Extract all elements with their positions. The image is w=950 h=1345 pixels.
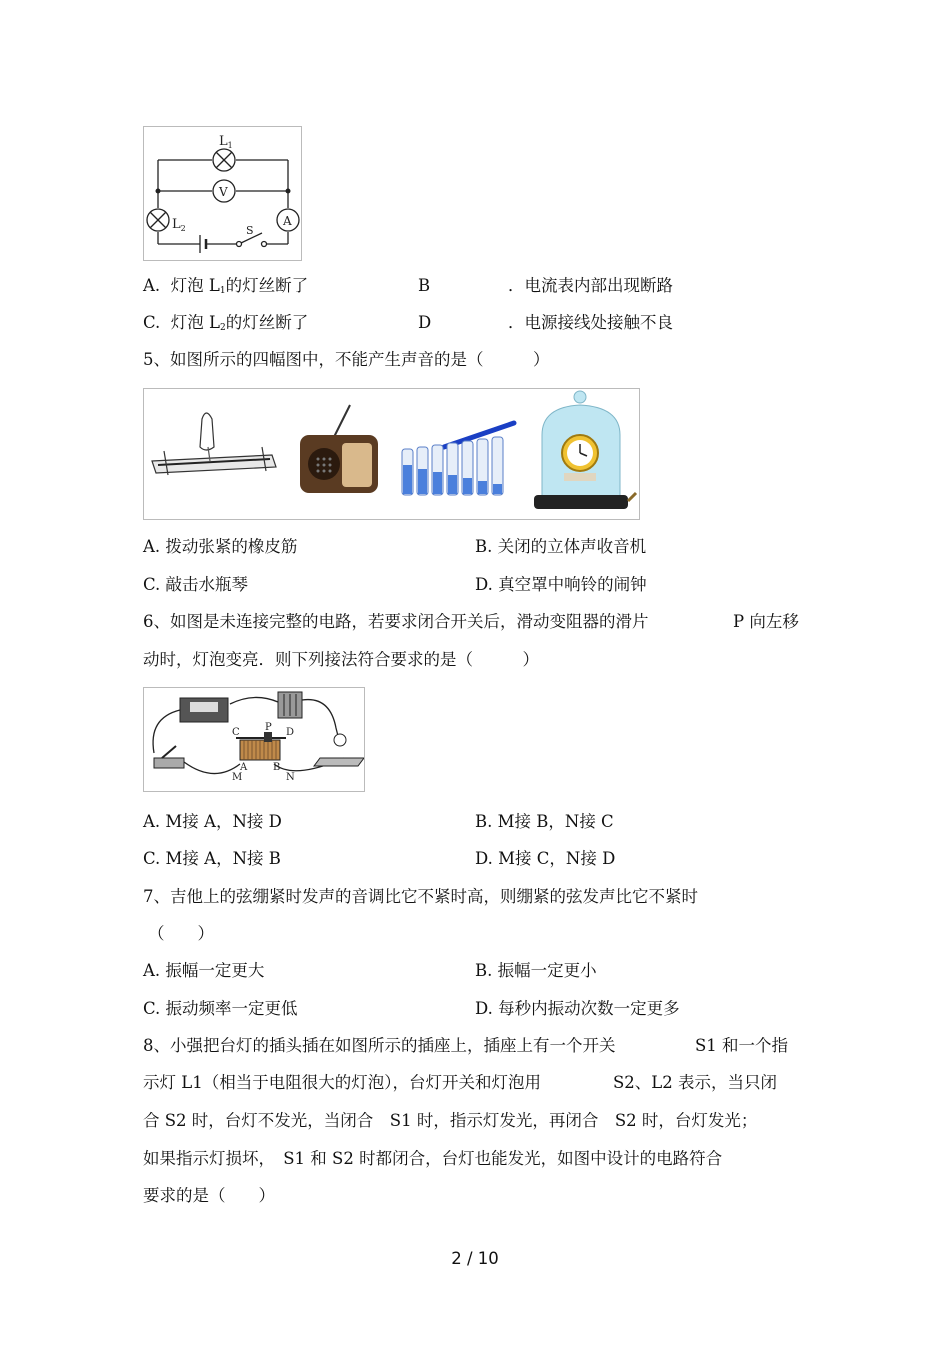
q8-line5: 要求的是（ ） <box>143 1186 275 1205</box>
water-bottles-icon <box>402 423 514 495</box>
q4-option-a: A. 灯泡 $L_1$的灯丝断了 <box>143 276 309 296</box>
q7-option-a: A. 振幅一定更大 <box>143 961 265 980</box>
q7-stem-line1: 7、吉他上的弦绷紧时发声的音调比它不紧时高，则绷紧的弦发声比它不紧时 <box>143 887 698 906</box>
q8-line3: 合 S2 时，台灯不发光，当闭合 S1 时，指示灯发光，再闭合 S2 时，台灯发光； <box>143 1111 758 1130</box>
svg-text:L1: $L_1$ <box>219 134 233 150</box>
q8-line2-end: S2、L2 表示，当只闭 <box>613 1073 778 1092</box>
q4-option-d-letter: D <box>418 313 432 332</box>
q7-option-c: C. 振动频率一定更低 <box>143 999 298 1018</box>
radio-icon <box>300 405 378 493</box>
q6-rheostat-figure <box>143 687 365 792</box>
svg-text:M: M <box>232 772 243 783</box>
circuit-diagram-svg <box>144 127 301 260</box>
q6-option-b: B. M接 B，N接 C <box>475 812 614 831</box>
q5-option-b: B. 关闭的立体声收音机 <box>475 537 647 556</box>
svg-text:N: N <box>286 772 295 783</box>
q5-option-d: D. 真空罩中响铃的闹钟 <box>475 575 647 594</box>
q7-option-b: B. 振幅一定更小 <box>475 961 597 980</box>
page-number: 2 / 10 <box>451 1249 499 1268</box>
q8-line2: 示灯 L1（相当于电阻很大的灯泡），台灯开关和灯泡用 <box>143 1073 541 1092</box>
svg-text:V: V <box>219 185 228 199</box>
q5-sound-figures <box>143 388 640 520</box>
svg-text:P: P <box>265 722 272 733</box>
rheostat-circuit-svg <box>144 688 364 791</box>
q6-stem-line1: 6、如图是未连接完整的电路，若要求闭合开关后，滑动变阻器的滑片 <box>143 612 649 631</box>
sound-figures-svg <box>144 389 639 519</box>
q5-stem: 5、如图所示的四幅图中，不能产生声音的是（ ） <box>143 350 550 369</box>
q5-option-c: C. 敲击水瓶琴 <box>143 575 249 594</box>
q6-option-c: C. M接 A，N接 B <box>143 849 281 868</box>
q4-option-b-letter: B <box>418 276 431 295</box>
q4-option-d-text: ．电源接线处接触不良 <box>508 313 673 332</box>
svg-text:L2: $L_2$ <box>172 217 186 233</box>
q4-circuit-figure <box>143 126 302 261</box>
q5-option-a: A. 拨动张紧的橡皮筋 <box>143 537 298 556</box>
q7-stem-line2: （ ） <box>148 924 214 943</box>
svg-text:S: S <box>246 224 254 237</box>
svg-text:A: A <box>240 762 248 773</box>
svg-text:D: D <box>286 727 295 738</box>
q8-line1: 8、小强把台灯的插头插在如图所示的插座上，插座上有一个开关 <box>143 1036 616 1055</box>
q6-option-d: D. M接 C，N接 D <box>475 849 616 868</box>
q6-option-a: A. M接 A，N接 D <box>143 812 282 831</box>
q8-line1-end: S1 和一个指 <box>695 1036 789 1055</box>
q7-option-d: D. 每秒内振动次数一定更多 <box>475 999 680 1018</box>
q6-stem-line1-end: P 向左移 <box>733 612 799 631</box>
q4-option-c: C. 灯泡 $L_2$的灯丝断了 <box>143 313 309 333</box>
svg-text:C: C <box>232 727 240 738</box>
svg-text:B: B <box>273 762 281 773</box>
vacuum-bell-jar-icon <box>534 391 636 509</box>
q4-option-b-text: ．电流表内部出现断路 <box>508 276 673 295</box>
bulb-icon <box>334 734 346 746</box>
rubber-band-board-icon <box>152 413 276 475</box>
switch-icon <box>154 758 184 768</box>
q8-line4: 如果指示灯损坏， S1 和 S2 时都闭合，台灯也能发光，如图中设计的电路符合 <box>143 1149 723 1168</box>
svg-text:A: A <box>283 214 292 228</box>
q6-stem-line2: 动时，灯泡变亮．则下列接法符合要求的是（ ） <box>143 650 539 669</box>
